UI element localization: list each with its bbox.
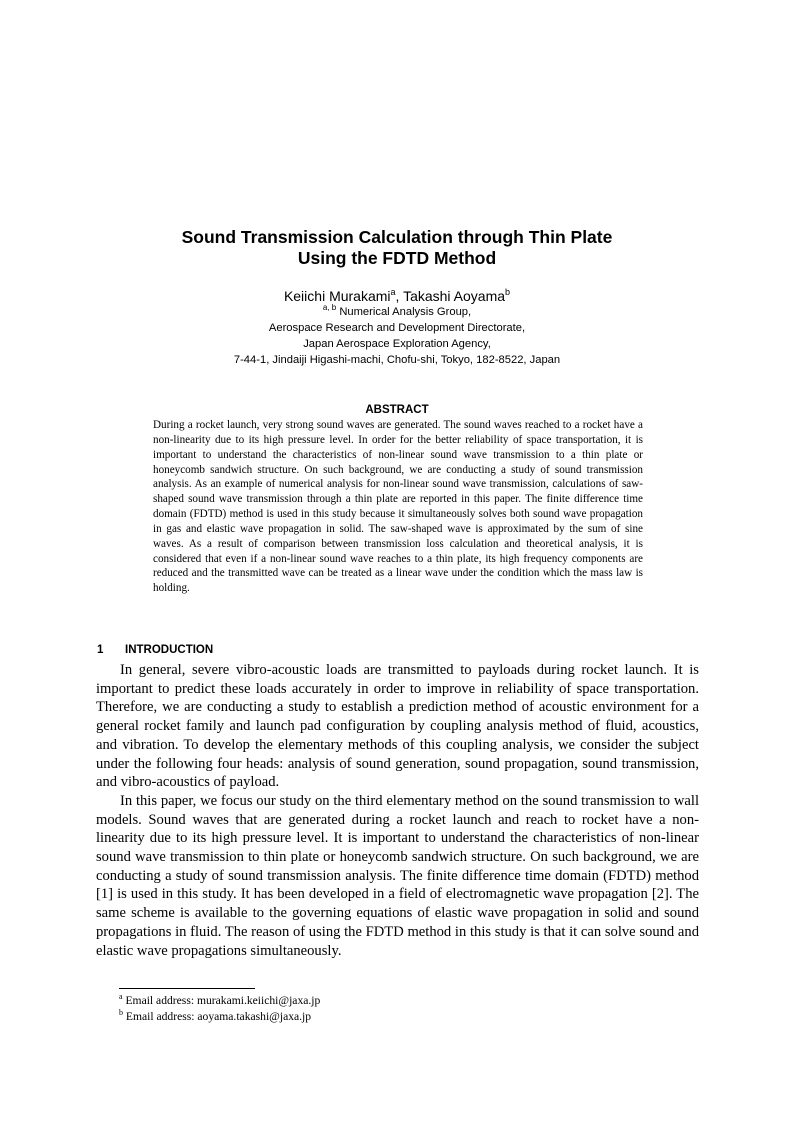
author-separator: , [395,288,404,304]
section-heading [97,643,213,657]
title-line-1: Sound Transmission Calculation through Thin Plate [181,227,613,247]
abstract-text: During a rocket launch, very strong sound waves are generated. The sound waves reached to a rocket have a non-linearity due to its high pressure level. In order for the better reliability of space transportation, it is important to understand the characteristics of non-linear sound wave transmission to a thin plate or honeycomb sandwich structure. On such background, we are conducting a study of sound transmission analysis. As an example of numerical analysis for non-linear sound wave transmission, calculations of saw-shaped sound wave transmission through a thin plate are reported in this paper. The finite difference time domain (FDTD) method is used in this study because it simultaneously solves both sound wave propagation in gas and elastic wave propagation in solid. The saw-shaped wave is approximated by the sum of sine waves. As a result of comparison between transmission loss calculation and theoretical analysis, it is considered that even if a non-linear sound wave reaches to a thin plate, its high frequency components are reduced and the transmitted wave can be treated as a linear wave under the condition which the mass law is holding. [153,419,643,595]
section-body [96,661,699,960]
affiliation-directorate: Aerospace Research and Development Directorate, [268,322,526,334]
affiliation-agency: Japan Aerospace Exploration Agency, [303,338,491,350]
paper-title [0,227,794,269]
affiliation-marks: a, b [322,303,337,312]
affiliation-address: 7-44-1, Jindaiji Higashi-machi, Chofu-shi, Tokyo, 182-8522, Japan [233,354,561,366]
footnote-email: Email address: aoyama.takashi@jaxa.jp [125,1010,312,1023]
author-list [0,287,794,305]
section-title: INTRODUCTION [125,644,214,656]
body-paragraph: In general, severe vibro-acoustic loads are transmitted to payloads during rocket launch. It is important to predict these loads accurately in order to improve in reliability of space transportation. Therefore, we are conducting a study to establish a prediction method of acoustic environment for a general rocket family and launch pad configuration by coupling analysis method of fluid, acoustics, and vibration. To develop the elementary methods of this coupling analysis, we consider the subject under the following four heads: analysis of sound generation, sound propagation, sound transmission, and vibro-acoustics of payload. [96,662,699,791]
footnote-item [119,993,679,1009]
affiliation-group [0,304,794,320]
author-2-affiliation-mark: b [505,287,511,297]
footnotes [119,993,679,1025]
section-number: 1 [97,644,104,656]
author-1-name: Keiichi Murakami [283,288,391,304]
footnote-divider [119,988,255,989]
abstract-heading: ABSTRACT [365,404,429,416]
author-2-name: Takashi Aoyama [403,288,506,304]
footnote-item [119,1009,679,1025]
affiliation-group-name: Numerical Analysis Group, [339,306,472,318]
author-1-affiliation-mark: a [390,287,396,297]
footnote-mark: b [119,1008,123,1017]
body-paragraph: In this paper, we focus our study on the third elementary method on the sound transmission to wall models. Sound waves that are generated during a rocket launch and reach to rocket have a non-linearity due to its high pressure level. It is important to understand the characteristics of non-linear sound wave transmission to thin plate or honeycomb sandwich structure. On such background, we are conducting a study of sound transmission analysis. The finite difference time domain (FDTD) method [1] is used in this study. It has been developed in a field of electromagnetic wave propagation [2]. The same scheme is available to the governing equations of elastic wave propagation in solid and sound propagations in fluid. The reason of using the FDTD method in this study is that it can solve sound and elastic wave propagations simultaneously. [96,792,699,959]
title-line-2: Using the FDTD Method [297,248,497,268]
footnote-email: Email address: murakami.keiichi@jaxa.jp [125,994,321,1007]
footnote-mark: a [119,992,123,1001]
affiliation-block [0,304,794,368]
